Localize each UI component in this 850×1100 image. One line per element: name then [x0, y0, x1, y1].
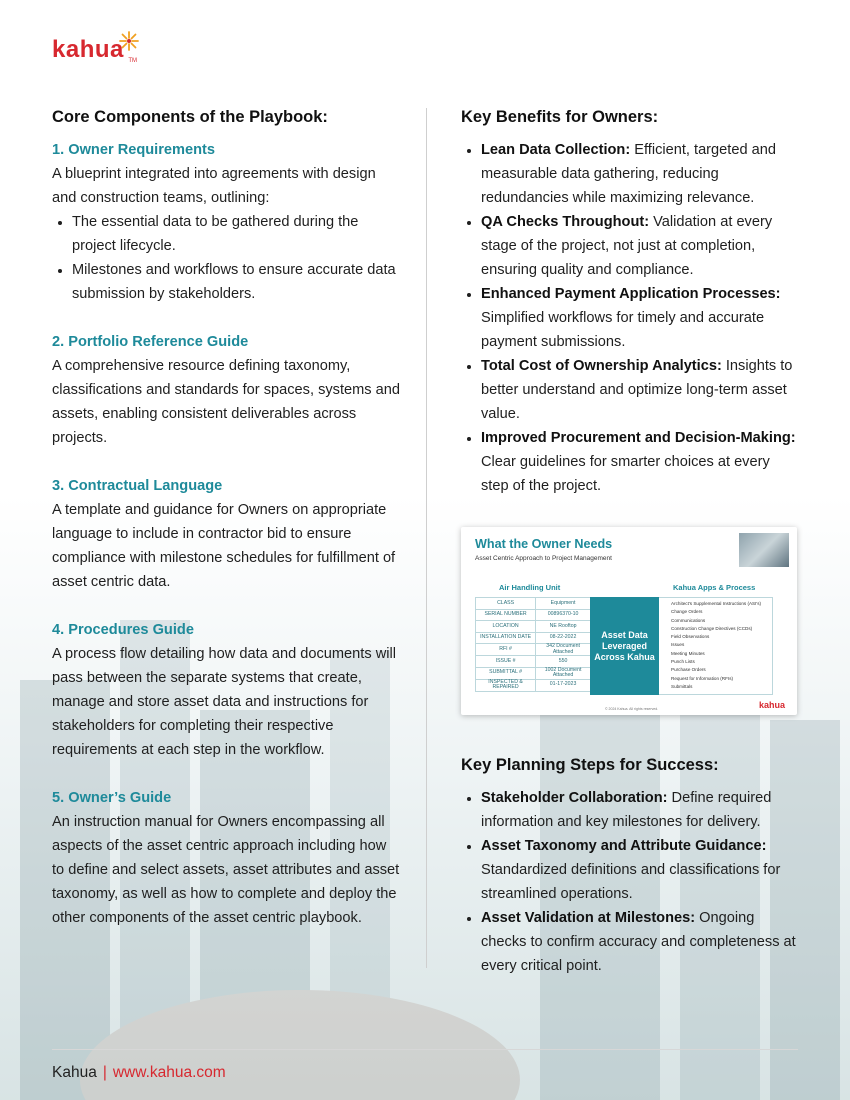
table-row: [476, 621, 591, 633]
table-row: [476, 632, 591, 644]
component-title: 5. Owner’s Guide: [52, 790, 172, 806]
kahua-logo: [52, 36, 137, 64]
planning-label: Stakeholder Collaboration:: [481, 790, 668, 806]
component-title: 3. Contractual Language: [52, 478, 223, 494]
list-item: Submittals: [671, 683, 693, 689]
benefit-label: Improved Procurement and Decision-Making:: [481, 430, 796, 446]
figure-subtitle: Asset Centric Approach to Project Management: [475, 555, 612, 562]
list-item: Request for Information (RFIs): [671, 675, 734, 681]
figure-title: What the Owner Needs: [475, 537, 613, 551]
attr-key: INSPECTED & REPAIRED: [476, 679, 536, 691]
benefit-text: Insights to better understand and optimize long-term asset value.: [481, 358, 793, 422]
benefit-item: [481, 426, 801, 498]
component-title: 4. Procedures Guide: [52, 622, 194, 638]
component-bullets: [52, 210, 402, 306]
attr-key: INSTALLATION DATE: [476, 632, 536, 644]
planning-item: [481, 834, 801, 906]
benefits-list: [461, 138, 801, 498]
attr-key: CLASS: [476, 598, 536, 610]
attr-value: 00896370-10: [536, 609, 591, 621]
planning-label: Asset Validation at Milestones:: [481, 910, 696, 926]
core-components-column: [52, 104, 402, 954]
kahua-apps-list: [659, 597, 773, 695]
planning-column: [461, 752, 801, 978]
benefit-label: Enhanced Payment Application Processes:: [481, 286, 781, 302]
attr-value: 08-22-2022: [536, 632, 591, 644]
footer-brand: Kahua: [52, 1064, 97, 1081]
column-divider: [426, 108, 427, 968]
list-item: Punch Lists: [671, 659, 695, 665]
footer-separator: |: [102, 1064, 107, 1081]
list-item: Purchase Orders: [671, 667, 706, 673]
center-text: Asset Data Leveraged Across Kahua: [594, 629, 655, 662]
footer-divider: [52, 1049, 798, 1050]
list-item: Communications: [671, 617, 706, 623]
benefit-item: [481, 282, 801, 354]
list-item: Construction Change Directives (CCDs): [671, 625, 753, 631]
planning-label: Asset Taxonomy and Attribute Guidance:: [481, 838, 767, 854]
kahua-apps-label: Kahua Apps & Process: [673, 583, 756, 592]
table-row: [476, 609, 591, 621]
footer: [52, 1064, 226, 1082]
attr-key: RFI #: [476, 644, 536, 656]
list-item: Meeting Minutes: [671, 650, 705, 656]
list-item: Field Observations: [671, 634, 710, 640]
benefits-column: [461, 104, 801, 498]
benefit-item: [481, 210, 801, 282]
asset-attributes-table: [475, 597, 591, 692]
figure-kahua-logo: kahua: [759, 700, 786, 710]
component-contractual-language: [52, 474, 402, 594]
benefit-text: Simplified workflows for timely and accurate payment submissions.: [481, 310, 765, 350]
component-owners-guide: [52, 786, 402, 930]
planning-text: Ongoing checks to confirm accuracy and completeness at every critical point.: [481, 910, 796, 974]
bullet-item: • The essential data to be gathered during the project lifecycle.: [72, 210, 402, 258]
core-components-heading: Core Components of the Playbook:: [52, 108, 328, 126]
benefit-label: Lean Data Collection:: [481, 142, 631, 158]
attr-key: SERIAL NUMBER: [476, 609, 536, 621]
component-text: A blueprint integrated into agreements with design and construction teams, outlining:: [52, 166, 376, 206]
component-title: 1. Owner Requirements: [52, 142, 216, 158]
attr-key: SUBMITTAL #: [476, 667, 536, 679]
figure-copyright: © 2024 Kahua. All rights reserved.: [605, 707, 659, 711]
planning-steps-heading: Key Planning Steps for Success:: [461, 756, 719, 774]
planning-list: [461, 786, 801, 978]
attr-value: 550: [536, 656, 591, 668]
attr-value: 01-17-2023: [536, 679, 591, 691]
owner-needs-figure: [461, 527, 797, 715]
component-title: 2. Portfolio Reference Guide: [52, 334, 249, 350]
benefit-text: Efficient, targeted and measurable data gathering, reducing redundancies while maximizing relevance.: [481, 142, 776, 206]
planning-item: [481, 906, 801, 978]
list-item: Change Orders: [671, 609, 703, 615]
benefit-text: Clear guidelines for smarter choices at every step of the project.: [481, 454, 770, 494]
logo-trademark: TM: [128, 58, 137, 64]
table-row: [476, 598, 591, 610]
component-text: A comprehensive resource defining taxonomy, classifications and standards for spaces, systems and assets, enabling consistent deliverables across projects.: [52, 358, 400, 446]
attr-key: LOCATION: [476, 621, 536, 633]
benefit-label: QA Checks Throughout:: [481, 214, 650, 230]
attr-value: 342 Document Attached: [536, 644, 591, 656]
benefit-label: Total Cost of Ownership Analytics:: [481, 358, 722, 374]
component-owner-requirements: [52, 138, 402, 306]
attr-value: NE Rooftop: [536, 621, 591, 633]
logo-wordmark: kahua: [52, 36, 124, 63]
planning-item: [481, 786, 801, 834]
planning-text: Standardized definitions and classifications for streamlined operations.: [481, 862, 781, 902]
component-portfolio-reference-guide: [52, 330, 402, 450]
bullet-item: • Milestones and workflows to ensure accurate data submission by stakeholders.: [72, 258, 402, 306]
attr-value: 1002 Document Attached: [536, 667, 591, 679]
table-row: [476, 667, 591, 679]
benefit-item: [481, 354, 801, 426]
key-benefits-heading: Key Benefits for Owners:: [461, 108, 659, 126]
benefit-item: [481, 138, 801, 210]
attr-value: Equipment: [536, 598, 591, 610]
component-text: An instruction manual for Owners encompassing all aspects of the asset centric approach including how to define and select assets, asset attributes and asset taxonomy, as well as how to complete and deploy the other components of the asset centric playbook.: [52, 814, 400, 926]
list-item: Architect's Supplemental Instructions (ASI's): [671, 601, 762, 606]
planning-text: Define required information and key milestones for delivery.: [481, 790, 772, 830]
sunburst-logo-icon: [118, 30, 140, 52]
asset-data-leveraged-box: [590, 597, 659, 695]
component-text: A template and guidance for Owners on appropriate language to include in contractor bid to ensure compliance with milestone schedules for fulfillment of asset centric data.: [52, 502, 396, 590]
attr-key: ISSUE #: [476, 656, 536, 668]
table-row: [476, 656, 591, 668]
benefit-text: Validation at every stage of the project, not just at completion, ensuring quality and compliance.: [481, 214, 773, 278]
component-procedures-guide: [52, 618, 402, 762]
component-text: A process flow detailing how data and documents will pass between the separate systems that create, manage and store asset data and instructions for stakeholders for completing their respective requirements at each step in the workflow.: [52, 646, 396, 758]
building-photo: [739, 533, 789, 567]
list-item: Issues: [671, 642, 685, 648]
table-row: [476, 679, 591, 691]
table-row: [476, 644, 591, 656]
footer-website-link[interactable]: www.kahua.com: [112, 1064, 226, 1081]
air-handling-unit-label: Air Handling Unit: [499, 583, 561, 592]
